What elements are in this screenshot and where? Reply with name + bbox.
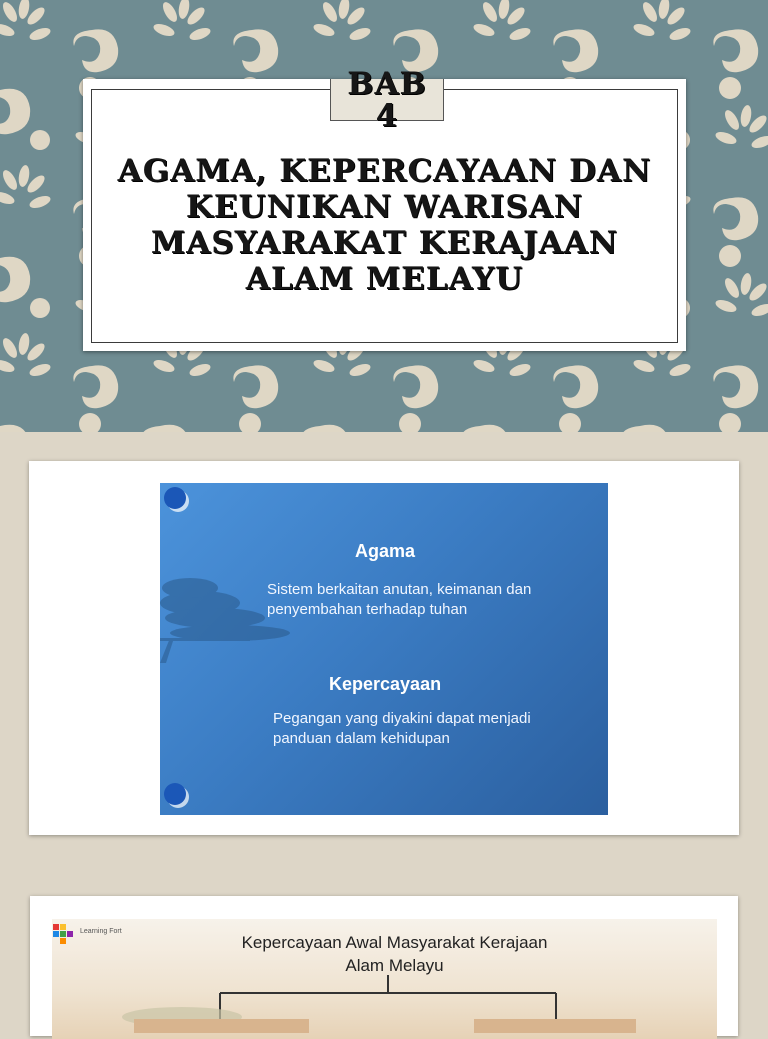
slide-3-title: Kepercayaan Awal Masyarakat Kerajaan Alam Melayu <box>241 933 548 975</box>
corner-dot-bottom-icon <box>164 783 186 805</box>
beliefs-slide <box>52 919 717 1039</box>
kepercayaan-definition: Pegangan yang diyakini dapat menjadi panduan dalam kehidupan <box>273 710 531 747</box>
definitions-slide <box>160 483 608 815</box>
agama-heading: Agama <box>355 541 416 561</box>
kepercayaan-heading: Kepercayaan <box>329 674 442 694</box>
title-card <box>83 65 686 351</box>
corner-dot-top-icon <box>164 487 186 509</box>
chapter-title: AGAMA, KEPERCAYAAN DAN KEUNIKAN WARISAN MASYARAKAT KERAJAAN ALAM MELAYU <box>117 153 652 297</box>
branch-box-right <box>474 1019 636 1033</box>
agama-definition: Sistem berkaitan anutan, keimanan dan penyembahan terhadap tuhan <box>267 581 532 618</box>
logo-label: Learning Fort <box>80 928 122 935</box>
chapter-tab <box>330 65 444 134</box>
branch-box-left <box>134 1019 309 1033</box>
title-slide <box>0 0 768 432</box>
chapter-label: BAB 4 <box>347 65 427 134</box>
